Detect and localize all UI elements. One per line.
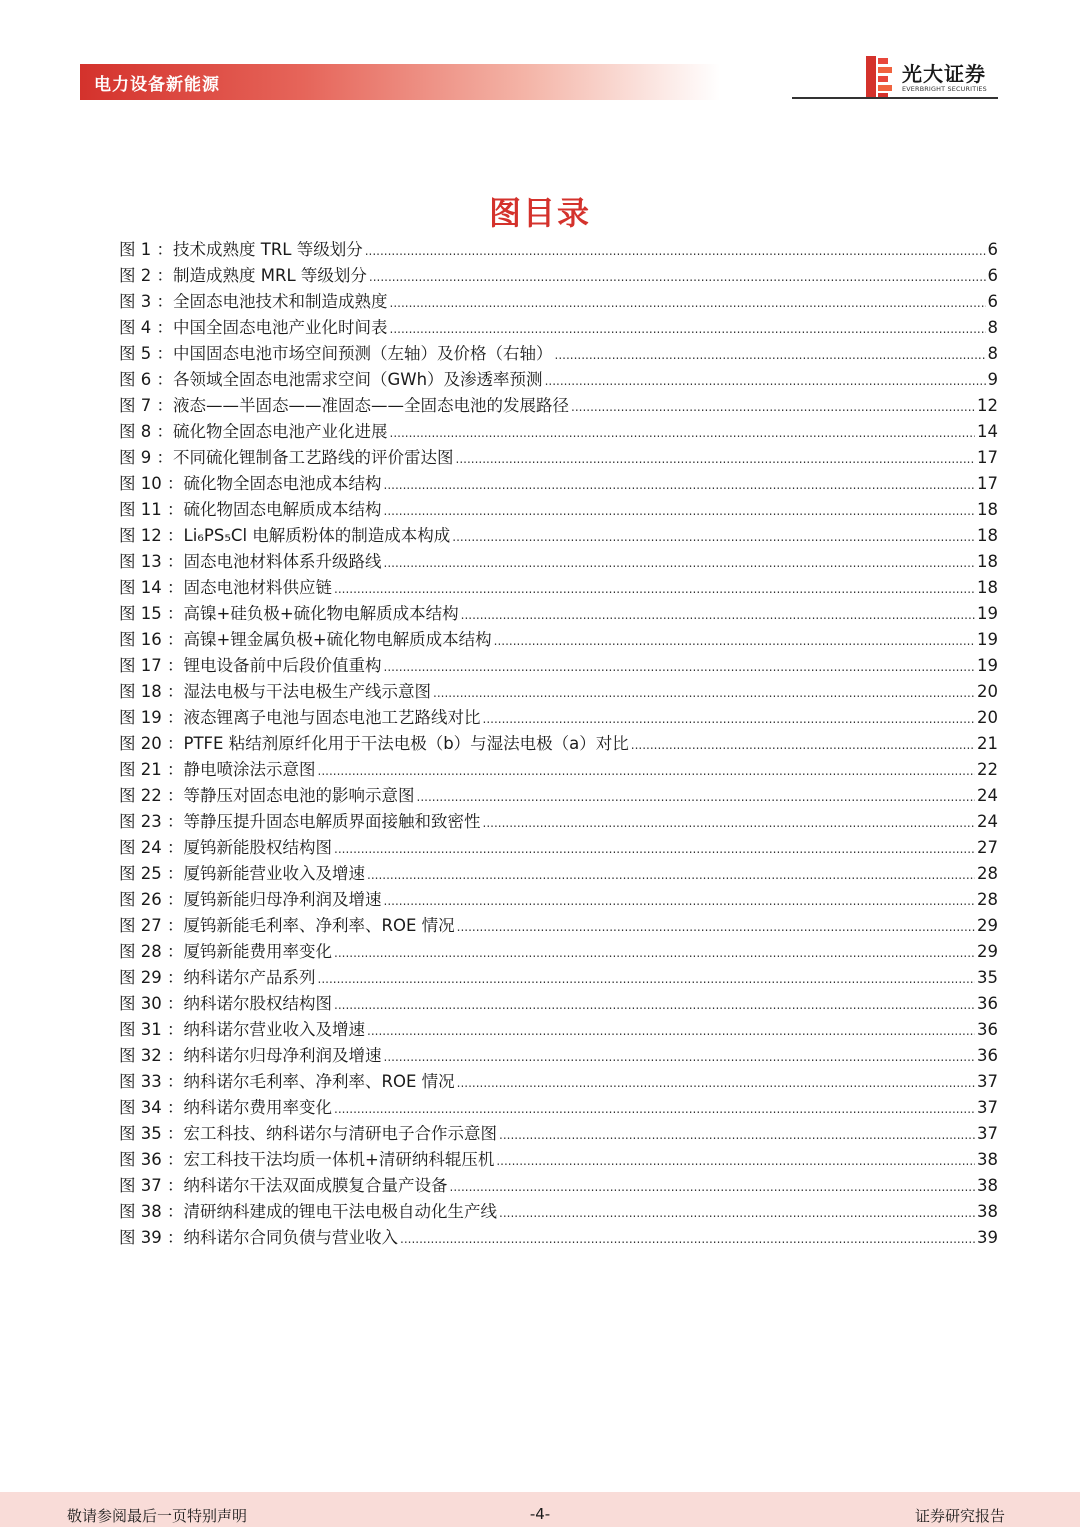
toc-entry[interactable] [119,913,998,939]
toc-entry[interactable] [119,237,998,263]
toc-entry-page: 37 [977,1072,998,1091]
toc-entry-title: 纳科诺尔归母净利润及增速 [183,1046,382,1065]
toc-entry-title: 硫化物全固态电池成本结构 [183,474,382,493]
toc-entry-label: 图 2 ： [119,266,173,285]
toc-entry-label: 图 21 ： [119,760,184,779]
toc-entry-page: 35 [977,968,998,987]
toc-entry-page: 20 [977,682,998,701]
toc-entry[interactable] [119,835,998,861]
toc-entry[interactable] [119,939,998,965]
toc-entry[interactable] [119,679,998,705]
toc-entry[interactable] [119,1199,998,1225]
toc-entry-page: 36 [977,1020,998,1039]
toc-dot-leader [499,1200,975,1226]
toc-entry-page: 36 [977,1046,998,1065]
toc-entry[interactable] [119,601,998,627]
toc-entry-title: 硫化物全固态电池产业化进展 [173,422,388,441]
toc-entry-label: 图 16 ： [119,630,184,649]
toc-entry-label: 图 15 ： [119,604,184,623]
toc-entry-label: 图 25 ： [119,864,184,883]
toc-dot-leader [456,446,976,472]
toc-entry-label: 图 7 ： [119,396,173,415]
toc-entry[interactable] [119,523,998,549]
toc-entry[interactable] [119,549,998,575]
toc-entry-page: 8 [987,318,998,337]
toc-entry-page: 28 [977,864,998,883]
toc-entry-title: 厦钨新能毛利率、净利率、ROE 情况 [183,916,455,935]
toc-entry-page: 38 [977,1202,998,1221]
toc-entry-title: 不同硫化锂制备工艺路线的评价雷达图 [173,448,454,467]
toc-dot-leader [384,1044,976,1070]
toc-entry[interactable] [119,367,998,393]
toc-entry-label: 图 29 ： [119,968,184,987]
toc-entry[interactable] [119,965,998,991]
toc-entry-page: 19 [977,656,998,675]
toc-entry[interactable] [119,1043,998,1069]
toc-dot-leader [318,966,976,992]
toc-entry-page: 18 [977,578,998,597]
toc-dot-leader [452,524,975,550]
toc-entry[interactable] [119,419,998,445]
toc-dot-leader [384,472,976,498]
toc-entry-label: 图 36 ： [119,1150,184,1169]
toc-entry[interactable] [119,1095,998,1121]
toc-dot-leader [461,602,975,628]
toc-entry-page: 14 [977,422,998,441]
toc-entry-label: 图 6 ： [119,370,173,389]
toc-dot-leader [417,784,976,810]
toc-entry-page: 9 [987,370,998,389]
toc-entry-page: 38 [977,1150,998,1169]
toc-entry[interactable] [119,1017,998,1043]
toc-entry-page: 12 [977,396,998,415]
toc-entry-title: 高镍+硅负极+硫化物电解质成本结构 [183,604,459,623]
toc-entry[interactable] [119,887,998,913]
toc-dot-leader [555,342,986,368]
toc-entry-title: 纳科诺尔合同负债与营业收入 [183,1228,398,1247]
toc-entry[interactable] [119,783,998,809]
toc-dot-leader [390,290,986,316]
toc-dot-leader [334,992,975,1018]
toc-entry-page: 29 [977,942,998,961]
toc-entry-title: 硫化物固态电解质成本结构 [183,500,382,519]
toc-entry[interactable] [119,393,998,419]
toc-entry-title: 宏工科技、纳科诺尔与清研电子合作示意图 [183,1124,497,1143]
toc-entry-page: 27 [977,838,998,857]
toc-dot-leader [384,888,976,914]
toc-entry-title: 固态电池材料体系升级路线 [183,552,382,571]
toc-entry[interactable] [119,445,998,471]
toc-dot-leader [499,1122,975,1148]
logo-mark-icon [866,56,894,98]
toc-entry-page: 8 [987,344,998,363]
toc-entry-title: 湿法电极与干法电极生产线示意图 [183,682,431,701]
toc-entry-title: 纳科诺尔毛利率、净利率、ROE 情况 [183,1072,455,1091]
toc-entry-label: 图 39 ： [119,1228,184,1247]
toc-entry-page: 18 [977,526,998,545]
toc-entry-label: 图 33 ： [119,1072,184,1091]
toc-entry-title: 清研纳科建成的锂电干法电极自动化生产线 [183,1202,497,1221]
toc-entry-title: 锂电设备前中后段价值重构 [183,656,382,675]
toc-entry-label: 图 9 ： [119,448,173,467]
toc-entry-title: 厦钨新能费用率变化 [183,942,332,961]
toc-entry-label: 图 32 ： [119,1046,184,1065]
toc-entry[interactable] [119,1069,998,1095]
toc-entry-label: 图 19 ： [119,708,184,727]
toc-entry-label: 图 31 ： [119,1020,184,1039]
toc-entry[interactable] [119,497,998,523]
toc-dot-leader [334,1096,975,1122]
toc-dot-leader [496,1148,975,1174]
toc-entry-page: 22 [977,760,998,779]
toc-entry-page: 18 [977,552,998,571]
toc-entry-title: 厦钨新能股权结构图 [183,838,332,857]
toc-entry[interactable] [119,1173,998,1199]
toc-entry[interactable] [119,861,998,887]
toc-entry-title: 液态——半固态——准固态——全固态电池的发展路径 [173,396,569,415]
toc-dot-leader [631,732,975,758]
toc-entry[interactable] [119,809,998,835]
toc-dot-leader [369,264,986,290]
toc-dot-leader [433,680,975,706]
toc-entry-page: 20 [977,708,998,727]
toc-entry-label: 图 10 ： [119,474,184,493]
toc-entry-title: 纳科诺尔费用率变化 [183,1098,332,1117]
toc-dot-leader [390,420,976,446]
toc-entry-title: 等静压对固态电池的影响示意图 [183,786,415,805]
toc-entry-label: 图 22 ： [119,786,184,805]
toc-entry-page: 6 [987,292,998,311]
page-number: -4- [529,1505,551,1523]
toc-entry-title: 纳科诺尔干法双面成膜复合量产设备 [183,1176,448,1195]
toc-entry[interactable] [119,627,998,653]
toc-entry-label: 图 17 ： [119,656,184,675]
toc-entry[interactable] [119,757,998,783]
toc-entry-title: 静电喷涂法示意图 [183,760,316,779]
toc-dot-leader [367,1018,975,1044]
logo-name-cn: 光大证券 [902,62,986,86]
toc-entry-page: 18 [977,500,998,519]
toc-entry-label: 图 26 ： [119,890,184,909]
toc-entry-title: 纳科诺尔股权结构图 [183,994,332,1013]
toc-entry-page: 36 [977,994,998,1013]
toc-entry[interactable] [119,575,998,601]
toc-entry-label: 图 35 ： [119,1124,184,1143]
toc-entry-label: 图 13 ： [119,552,184,571]
toc-dot-leader [457,914,975,940]
toc-entry-page: 37 [977,1098,998,1117]
toc-entry-title: 全固态电池技术和制造成熟度 [173,292,388,311]
toc-entry-title: 制造成熟度 MRL 等级划分 [173,266,367,285]
toc-entry-page: 19 [977,604,998,623]
everbright-logo [866,56,1006,100]
toc-dot-leader [384,498,976,524]
toc-entry-label: 图 5 ： [119,344,173,363]
toc-dot-leader [400,1226,975,1252]
toc-dot-leader [367,862,975,888]
toc-entry-label: 图 24 ： [119,838,184,857]
toc-entry-label: 图 1 ： [119,240,173,259]
toc-dot-leader [457,1070,975,1096]
toc-entry-title: 技术成熟度 TRL 等级划分 [173,240,363,259]
toc-entry-label: 图 3 ： [119,292,173,311]
toc-entry-label: 图 20 ： [119,734,184,753]
toc-entry[interactable] [119,653,998,679]
toc-entry-title: 中国固态电池市场空间预测（左轴）及价格（右轴） [173,344,553,363]
toc-entry-page: 19 [977,630,998,649]
toc-dot-leader [334,836,975,862]
toc-dot-leader [384,654,976,680]
footer-report-type: 证券研究报告 [914,1507,1005,1525]
toc-entry-title: 固态电池材料供应链 [183,578,332,597]
toc-entry-label: 图 27 ： [119,916,184,935]
toc-entry-title: 纳科诺尔产品系列 [183,968,316,987]
toc-entry-title: 宏工科技干法均质一体机+清研纳科辊压机 [183,1150,495,1169]
toc-entry[interactable] [119,471,998,497]
toc-entry-label: 图 28 ： [119,942,184,961]
toc-entry-page: 6 [987,266,998,285]
toc-dot-leader [571,394,975,420]
toc-entry-page: 39 [977,1228,998,1247]
toc-entry-title: 液态锂离子电池与固态电池工艺路线对比 [183,708,481,727]
toc-entry-title: 纳科诺尔营业收入及增速 [183,1020,365,1039]
toc-entry-title: 厦钨新能营业收入及增速 [183,864,365,883]
toc-entry[interactable] [119,341,998,367]
toc-entry[interactable] [119,1225,998,1251]
toc-entry-page: 24 [977,812,998,831]
footer-disclaimer: 敬请参阅最后一页特别声明 [67,1507,248,1525]
toc-entry[interactable] [119,1121,998,1147]
figure-toc [119,237,998,1251]
toc-entry[interactable] [119,289,998,315]
toc-entry-title: PTFE 粘结剂原纤化用于干法电极（b）与湿法电极（a）对比 [183,734,629,753]
toc-entry-title: Li₆PS₅Cl 电解质粉体的制造成本构成 [183,526,451,545]
toc-dot-leader [483,706,976,732]
toc-entry-title: 高镍+锂金属负极+硫化物电解质成本结构 [183,630,492,649]
toc-entry-page: 38 [977,1176,998,1195]
toc-entry-label: 图 37 ： [119,1176,184,1195]
toc-dot-leader [334,576,975,602]
toc-entry-page: 28 [977,890,998,909]
toc-dot-leader [494,628,975,654]
toc-entry-title: 等静压提升固态电解质界面接触和致密性 [183,812,481,831]
toc-entry-title: 厦钨新能归母净利润及增速 [183,890,382,909]
logo-name-en: EVERBRIGHT SECURITIES [902,85,987,93]
toc-entry[interactable] [119,705,998,731]
toc-entry-page: 24 [977,786,998,805]
toc-dot-leader [384,550,976,576]
toc-entry-title: 各领域全固态电池需求空间（GWh）及渗透率预测 [173,370,543,389]
toc-entry-page: 37 [977,1124,998,1143]
toc-entry-label: 图 23 ： [119,812,184,831]
toc-entry-label: 图 4 ： [119,318,173,337]
toc-entry-label: 图 34 ： [119,1098,184,1117]
toc-entry[interactable] [119,1147,998,1173]
footer [0,1492,1080,1527]
toc-entry[interactable] [119,991,998,1017]
toc-entry[interactable] [119,315,998,341]
header-band [80,64,720,100]
toc-dot-leader [450,1174,976,1200]
section-label: 电力设备新能源 [94,75,220,95]
toc-entry-title: 中国全固态电池产业化时间表 [173,318,388,337]
toc-entry-label: 图 18 ： [119,682,184,701]
toc-entry-page: 29 [977,916,998,935]
toc-entry-label: 图 12 ： [119,526,184,545]
toc-dot-leader [318,758,976,784]
toc-entry[interactable] [119,731,998,757]
toc-dot-leader [545,368,986,394]
toc-dot-leader [365,238,986,264]
toc-dot-leader [334,940,975,966]
toc-dot-leader [483,810,976,836]
header-divider [792,97,998,99]
toc-entry-page: 17 [977,474,998,493]
toc-entry-page: 17 [977,448,998,467]
toc-entry-label: 图 14 ： [119,578,184,597]
page-title: 图目录 [488,194,591,232]
toc-dot-leader [390,316,986,342]
toc-entry-label: 图 38 ： [119,1202,184,1221]
toc-entry-page: 6 [987,240,998,259]
toc-entry-label: 图 30 ： [119,994,184,1013]
toc-entry[interactable] [119,263,998,289]
toc-entry-label: 图 11 ： [119,500,184,519]
toc-entry-page: 21 [977,734,998,753]
toc-entry-label: 图 8 ： [119,422,173,441]
